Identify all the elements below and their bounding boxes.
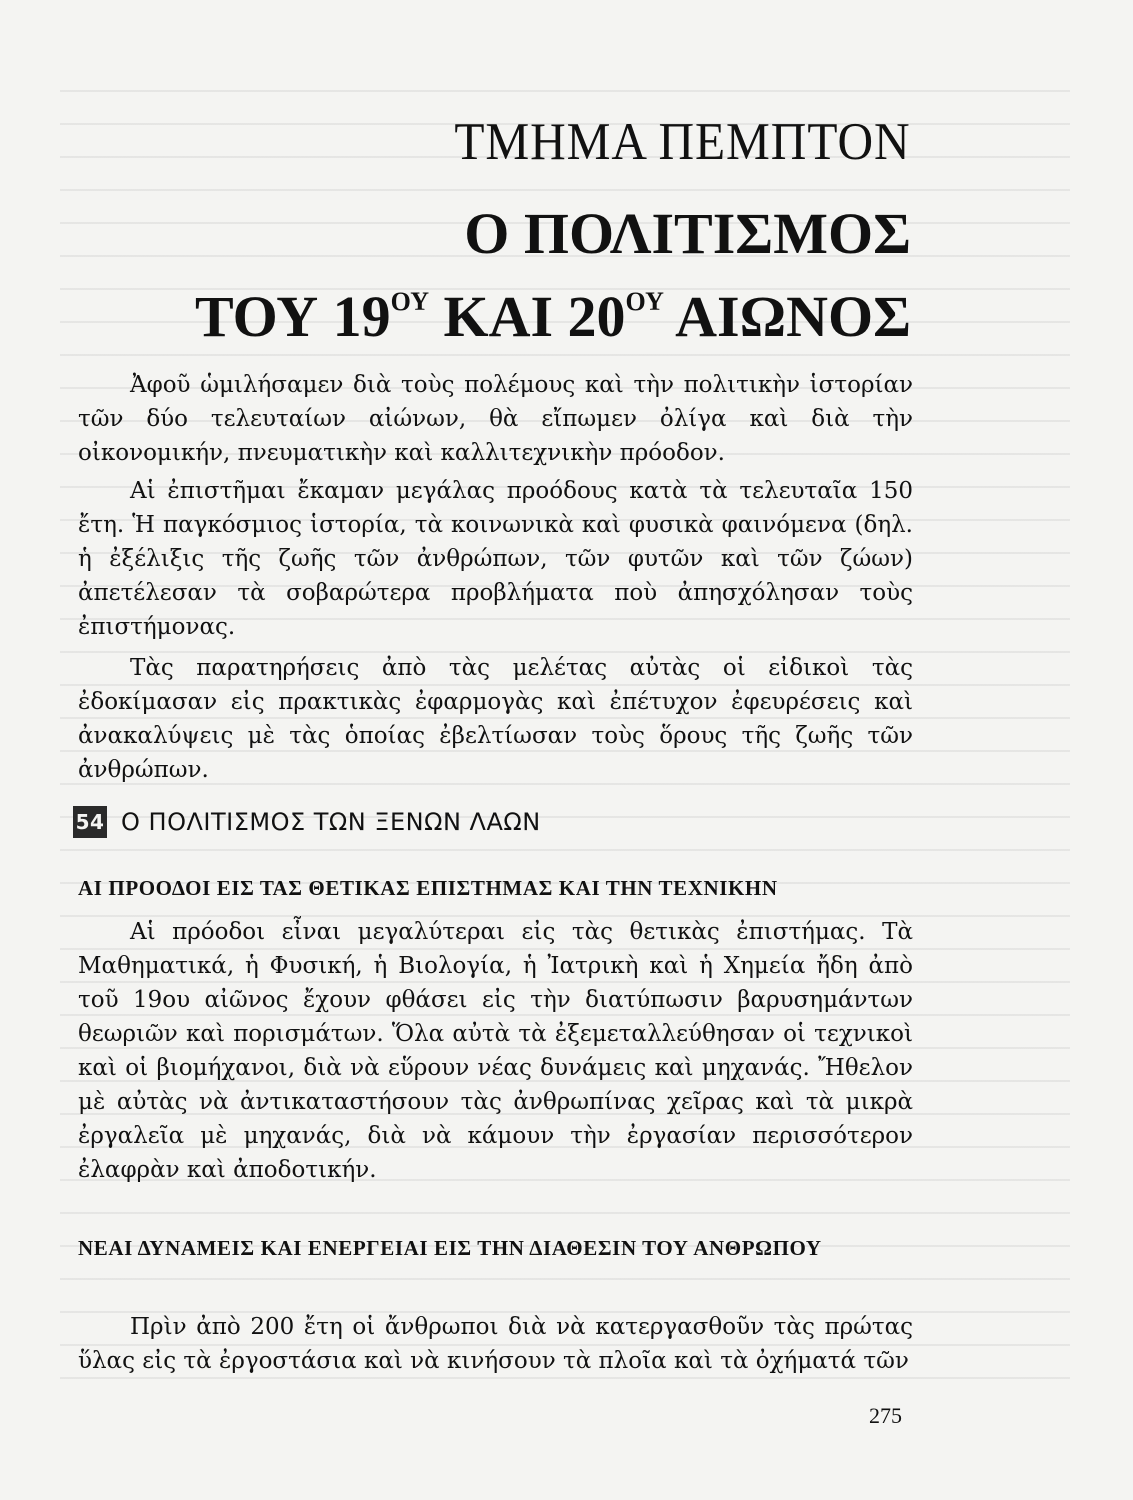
body-paragraph: Αἱ πρόοδοι εἶναι μεγαλύτεραι εἰς τὰς θετικὰς ἐπιστήμας. Τὰ Μαθηματικά, ἡ Φυσική, ἡ Βιολογία, ἡ Ἰατρικὴ καὶ ἡ Χημεία ἤδη ἀπὸ τοῦ 19ου αἰῶνος ἔχουν φθάσει εἰς τὴν διατύπωσιν βαρυσημάντων θεωριῶν καὶ πορισμάτων. Ὅλα αὐτὰ τὰ ἐξεμεταλλεύθησαν οἱ τεχνικοὶ καὶ οἱ βιομήχανοι, διὰ νὰ εὕρουν νέας δυνάμεις καὶ μηχανάς. Ἤθελον μὲ αὐτὰς νὰ ἀντικαταστήσουν τὰς ἀνθρωπίνας χεῖρας καὶ τὰ μικρὰ ἐργαλεῖα μὲ μηχανάς, διὰ νὰ κάμουν τὴν ἐργασίαν περισσότερον ἐλαφρὰν καὶ ἀποδοτικήν.	[78, 919, 913, 1183]
subsection-heading: ΑΙ ΠΡΟΟΔΟΙ ΕΙΣ ΤΑΣ ΘΕΤΙΚΑΣ ΕΠΙΣΤΗΜΑΣ ΚΑΙ ΤΗΝ ΤΕΧΝΙΚΗΝ	[78, 876, 778, 900]
chapter-title-line1: Ο ΠΟΛΙΤΙΣΜΟΣ	[464, 201, 911, 266]
section-label: ΤΜΗΜΑ ΠΕΜΠΤΟΝ	[454, 113, 911, 171]
century-superscript: ΟΥ	[625, 287, 664, 316]
body-paragraph: Πρὶν ἀπὸ 200 ἔτη οἱ ἄνθρωποι διὰ νὰ κατεργασθοῦν τὰς πρώτας ὕλας εἰς τὰ ἐργοστάσια καὶ νὰ κινήσουν τὰ πλοῖα καὶ τὰ ὀχήματά τῶν	[78, 1314, 913, 1374]
subsection-heading: ΝΕΑΙ ΔΥΝΑΜΕΙΣ ΚΑΙ ΕΝΕΡΓΕΙΑΙ ΕΙΣ ΤΗΝ ΔΙΑΘΕΣΙΝ ΤΟΥ ΑΝΘΡΩΠΟΥ	[78, 1236, 822, 1260]
intro-paragraph: Αἱ ἐπιστῆμαι ἔκαμαν μεγάλας προόδους κατὰ τὰ τελευταῖα 150 ἔτη. Ἡ παγκόσμιος ἱστορία, τὰ κοινωνικὰ καὶ φυσικὰ φαινόμενα (δηλ. ἡ ἐξέλιξις τῆς ζωῆς τῶν ἀνθρώπων, τῶν φυτῶν καὶ τῶν ζώων) ἀπετέλεσαν τὰ σοβαρώτερα προβλήματα ποὺ ἀπησχόλησαν τοὺς ἐπιστήμονας.	[78, 478, 913, 640]
intro-paragraph: Τὰς παρατηρήσεις ἀπὸ τὰς μελέτας αὐτὰς οἱ εἰδικοὶ τὰς ἐδοκίμασαν εἰς πρακτικὰς ἐφαρμογὰς καὶ ἐπέτυχον ἐφευρέσεις καὶ ἀνακαλύψεις μὲ τὰς ὁποίας ἐβελτίωσαν τοὺς ὅρους τῆς ζωῆς τῶν ἀνθρώπων.	[78, 655, 913, 783]
lesson-number-badge: 54	[73, 806, 107, 838]
chapter-title	[195, 200, 911, 351]
century-superscript: ΟΥ	[390, 287, 429, 316]
page-number: 275	[869, 1403, 902, 1428]
lesson-heading	[73, 806, 541, 838]
chapter-title-line2: ΤΟΥ $19^{O\Upsilon}$ ΚΑΙ $20^{O\Upsilon}$ ΑΙΩΝΟΣ	[195, 284, 911, 349]
lesson-title: Ο ΠΟΛΙΤΙΣΜΟΣ ΤΩΝ ΞΕΝΩΝ ΛΑΩΝ	[121, 808, 541, 836]
intro-paragraph: Ἀφοῦ ὡμιλήσαμεν διὰ τοὺς πολέμους καὶ τὴν πολιτικὴν ἱστορίαν τῶν δύο τελευταίων αἰώνων, θὰ εἴπωμεν ὀλίγα καὶ διὰ τὴν οἰκονομικήν, πνευματικὴν καὶ καλλιτεχνικὴν πρόοδον.	[78, 372, 913, 466]
